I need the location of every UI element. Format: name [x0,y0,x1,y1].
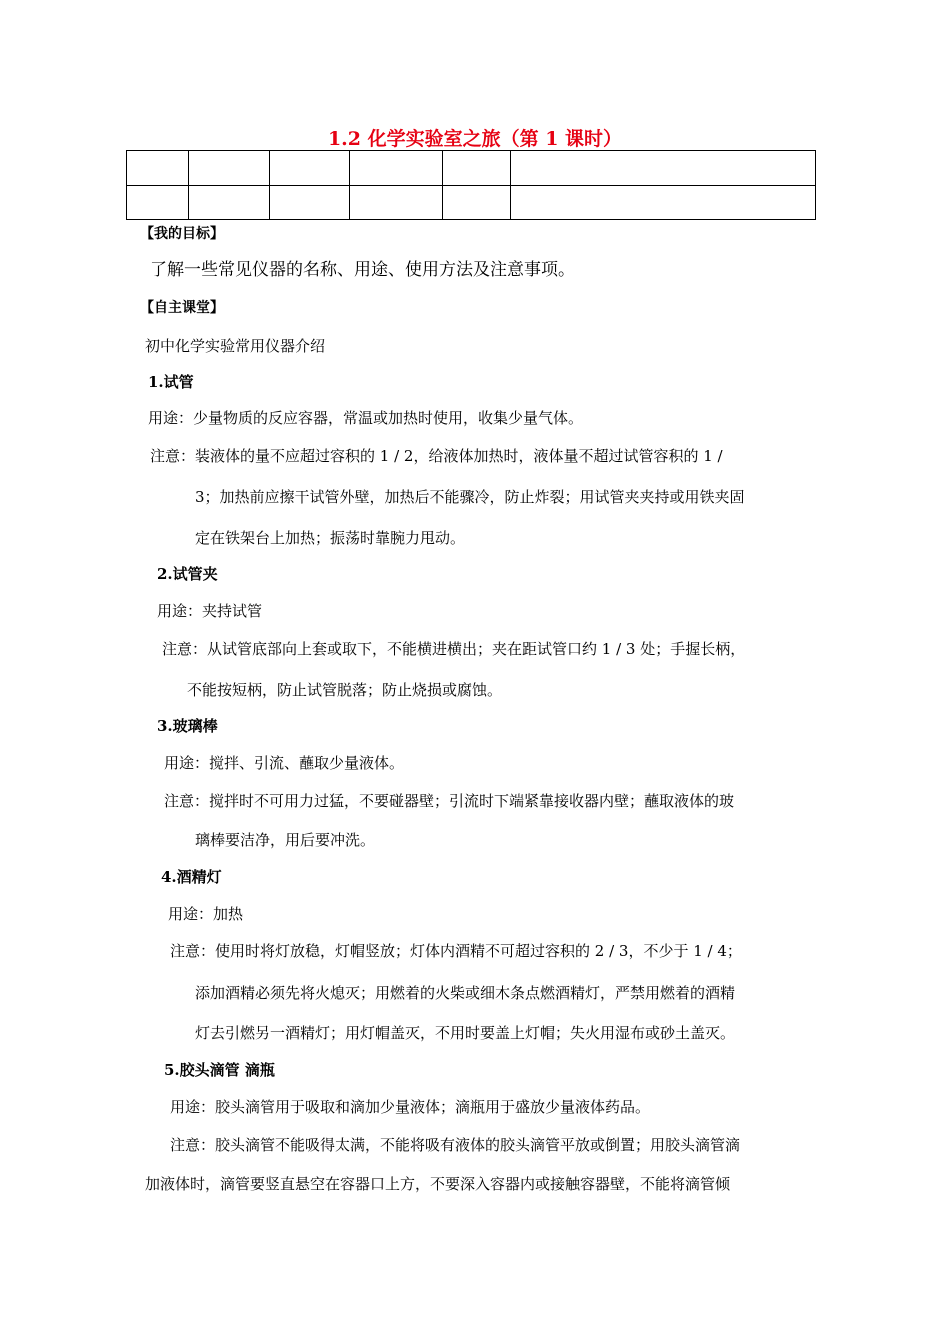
document-title: 1.2 化学实验室之旅（第 1 课时） [327,128,623,150]
item-note-line: 加液体时，滴管要竖直悬空在容器口上方，不要深入容器内或接触容器壁，不能将滴管倾 [145,1175,731,1193]
info-table-cell [127,151,189,186]
item-heading: 2.试管夹 [157,565,218,583]
item-use: 用途：少量物质的反应容器，常温或加热时使用，收集少量气体。 [148,409,584,427]
info-table-cell [443,185,511,220]
item-use: 用途：搅拌、引流、蘸取少量液体。 [164,754,405,772]
info-table-cell [350,151,443,186]
item-note-line: 添加酒精必须先将火熄灭；用燃着的火柴或细木条点燃酒精灯，严禁用燃着的酒精 [195,984,736,1002]
info-table-cell [127,185,189,220]
info-table [126,150,816,220]
class-header: 【自主课堂】 [140,300,224,316]
item-note-line: 不能按短柄，防止试管脱落；防止烧损或腐蚀。 [187,681,503,699]
item-note-line: 注意：装液体的量不应超过容积的 1 / 2，给液体加热时，液体量不超过试管容积的 1 / [150,447,723,465]
info-table-cell [350,185,443,220]
item-note-line: 注意：胶头滴管不能吸得太满，不能将吸有液体的胶头滴管平放或倒置；用胶头滴管滴 [170,1136,741,1154]
info-table-cell [511,151,816,186]
info-table-cell [189,151,270,186]
item-note-line: 3；加热前应擦干试管外壁，加热后不能骤冷，防止炸裂；用试管夹夹持或用铁夹固 [195,488,745,506]
item-heading: 1.试管 [148,373,194,391]
item-use: 用途：胶头滴管用于吸取和滴加少量液体；滴瓶用于盛放少量液体药品。 [170,1098,651,1116]
item-note-line: 注意：从试管底部向上套或取下，不能横进横出；夹在距试管口约 1 / 3 处；手握长柄， [162,640,746,658]
item-note-line: 璃棒要洁净，用后要冲洗。 [195,831,376,849]
item-note-line: 灯去引燃另一酒精灯；用灯帽盖灭，不用时要盖上灯帽；失火用湿布或砂土盖灭。 [195,1024,736,1042]
info-table-row [127,185,816,220]
intro-text: 初中化学实验常用仪器介绍 [145,337,326,355]
info-table-cell [189,185,270,220]
item-note-line: 定在铁架台上加热；振荡时靠腕力甩动。 [195,529,466,547]
item-heading: 3.玻璃棒 [157,717,218,735]
info-table-cell [443,151,511,186]
info-table-row [127,151,816,186]
item-note-line: 注意：使用时将灯放稳，灯帽竖放；灯体内酒精不可超过容积的 2 / 3，不少于 1 / 4； [170,942,742,960]
item-heading: 5.胶头滴管 滴瓶 [164,1061,275,1079]
info-table-cell [270,185,350,220]
goal-header: 【我的目标】 [140,226,224,242]
info-table-cell [270,151,350,186]
item-use: 用途：加热 [168,905,244,923]
info-table-cell [511,185,816,220]
item-heading: 4.酒精灯 [161,868,222,886]
goal-text: 了解一些常见仪器的名称、用途、使用方法及注意事项。 [150,260,575,280]
item-note-line: 注意：搅拌时不可用力过猛，不要碰器壁；引流时下端紧靠接收器内壁；蘸取液体的玻 [164,792,735,810]
item-use: 用途：夹持试管 [157,602,263,620]
